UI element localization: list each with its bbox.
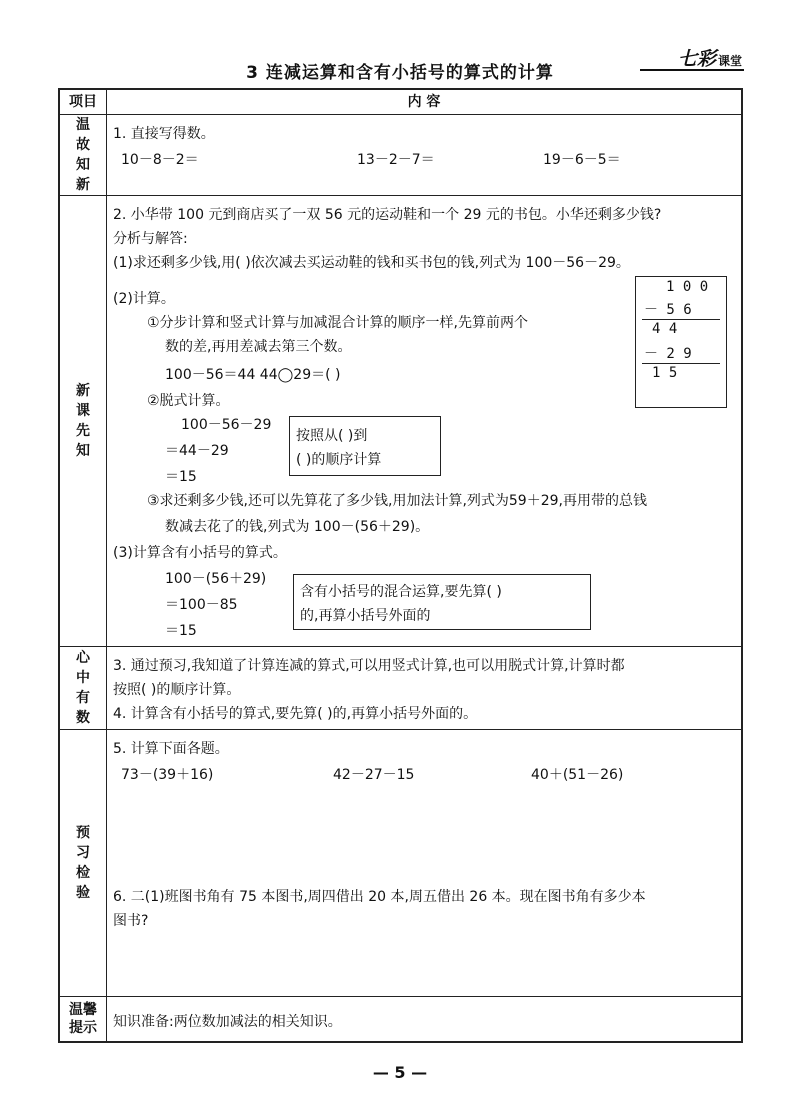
vertical-row-3: 4 4 xyxy=(652,321,678,337)
vertical-row-5: 1 5 xyxy=(652,365,678,381)
q1-expr-1: 10－8－2＝ xyxy=(121,152,199,168)
brand-sub: 课堂 xyxy=(717,54,742,68)
analysis-label: 分析与解答: xyxy=(113,231,188,247)
vertical-calculation xyxy=(635,276,727,408)
tip-text: 知识准备:两位数加减法的相关知识。 xyxy=(113,1014,342,1030)
page-number: — 5 — xyxy=(372,1063,428,1082)
q5-expr-3: 40＋(51－26) xyxy=(531,767,624,783)
part1-text: (1)求还剩多少钱,用( )依次减去买运动鞋的钱和买书包的钱,列式为 100－56－29。 xyxy=(113,255,630,271)
vertical-row-1: 1 0 0 xyxy=(666,279,709,295)
q2-text: 2. 小华带 100 元到商店买了一双 56 元的运动鞋和一个 29 元的书包。小华还剩多少钱? xyxy=(113,207,662,223)
label-xinkexianzhi: 新课先知 xyxy=(59,196,107,647)
section-practice xyxy=(107,730,743,997)
hint-box-order-line-2: ( )的顺序计算 xyxy=(296,452,382,468)
part3-line-3: ＝15 xyxy=(165,623,197,639)
worksheet-table xyxy=(58,88,743,1043)
hint-box-parentheses-line-2: 的,再算小括号外面的 xyxy=(300,608,431,624)
q3-text-b: 按照( )的顺序计算。 xyxy=(113,682,241,698)
q1-expr-3: 19－6－5＝ xyxy=(543,152,621,168)
header-content: 内 容 xyxy=(107,89,743,115)
vertical-rule-1 xyxy=(642,319,720,320)
section-summary xyxy=(107,647,743,730)
step2-line-1: 100－56－29 xyxy=(181,417,272,433)
vertical-rule-2 xyxy=(642,363,720,364)
q3-text-a: 3. 通过预习,我知道了计算连减的算式,可以用竖式计算,也可以用脱式计算,计算时都 xyxy=(113,658,625,674)
q5-expr-2: 42－27－15 xyxy=(333,767,415,783)
header-item: 项目 xyxy=(59,89,107,115)
section-tip xyxy=(107,997,743,1043)
brand-text: 七彩 xyxy=(677,48,716,70)
q1-text: 1. 直接写得数。 xyxy=(113,126,215,142)
step3-text-a: ③求还剩多少钱,还可以先算花了多少钱,用加法计算,列式为59＋29,再用带的总钱 xyxy=(147,493,647,509)
step2-text: ②脱式计算。 xyxy=(147,393,230,409)
label-xinzhongyoushu: 心中有数 xyxy=(59,647,107,730)
q5-expr-1: 73－(39＋16) xyxy=(121,767,214,783)
page-title: 3 连减运算和含有小括号的算式的计算 xyxy=(246,63,554,83)
hint-box-parentheses xyxy=(293,574,591,630)
vertical-row-4: － 2 9 xyxy=(644,346,692,362)
hint-box-order xyxy=(289,416,441,476)
label-wenguzhixin: 温故知新 xyxy=(59,115,107,196)
q6-text-b: 图书? xyxy=(113,913,149,929)
part3-line-1: 100－(56＋29) xyxy=(165,571,267,587)
part3-text: (3)计算含有小括号的算式。 xyxy=(113,545,287,561)
brand-logo xyxy=(678,44,742,71)
q4-text: 4. 计算含有小括号的算式,要先算( )的,再算小括号外面的。 xyxy=(113,706,478,722)
step3-text-b: 数减去花了的钱,列式为 100－(56＋29)。 xyxy=(165,519,430,535)
step2-line-3: ＝15 xyxy=(165,469,197,485)
step1-calc: 100－56＝44 44◯29＝( ) xyxy=(165,367,341,383)
label-yuxijianyan: 预习检验 xyxy=(59,730,107,997)
hint-box-parentheses-line-1: 含有小括号的混合运算,要先算( ) xyxy=(300,584,502,600)
step1-text-a: ①分步计算和竖式计算与加减混合计算的顺序一样,先算前两个 xyxy=(147,315,528,331)
section-review xyxy=(107,115,743,196)
q6-text-a: 6. 二(1)班图书角有 75 本图书,周四借出 20 本,周五借出 26 本。现在图书角有多少本 xyxy=(113,889,646,905)
q5-text: 5. 计算下面各题。 xyxy=(113,741,229,757)
section-new-lesson xyxy=(107,196,743,647)
part3-line-2: ＝100－85 xyxy=(165,597,238,613)
part2-text: (2)计算。 xyxy=(113,291,175,307)
q1-expr-2: 13－2－7＝ xyxy=(357,152,435,168)
label-wenxintishi: 温馨提示 xyxy=(59,997,107,1043)
hint-box-order-line-1: 按照从( )到 xyxy=(296,428,368,444)
step2-line-2: ＝44－29 xyxy=(165,443,229,459)
brand-underline xyxy=(640,69,744,71)
vertical-row-2: － 5 6 xyxy=(644,302,692,318)
step1-text-b: 数的差,再用差减去第三个数。 xyxy=(165,339,352,355)
